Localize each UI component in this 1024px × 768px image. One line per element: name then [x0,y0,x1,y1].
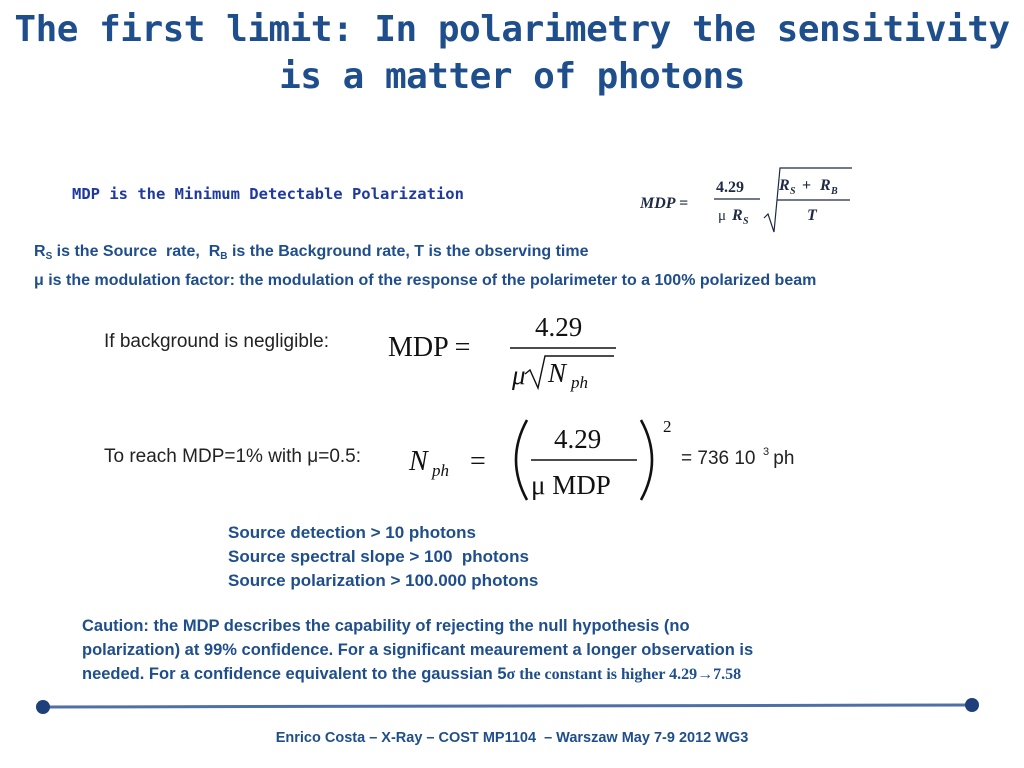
mdp-formula [640,162,870,242]
reach-formula-denominator: μ MDP [531,470,611,500]
footer-divider [30,696,990,718]
caution-line-3 [82,662,912,687]
bg-formula-sub: ph [571,373,588,392]
bg-negligible-formula [388,308,628,394]
mdp-formula-t: T [807,207,817,224]
caution-note [82,614,912,687]
rs-symbol: R [34,243,46,260]
reach-formula-n: N [409,446,428,477]
bg-formula-n: N [548,358,567,388]
symbol-definitions [34,240,816,293]
rb-text: is the Background rate, T is the observing time [227,243,589,260]
slide-title [0,6,1024,100]
rb-subscript: B [220,251,228,262]
mdp-formula-sqrt-rb: R [820,177,831,194]
reach-mdp-label: To reach MDP=1% with μ=0.5: [104,446,362,467]
caution-line-3-serif: σ the constant is higher 4.29→7.58 [506,666,742,683]
rs-subscript: S [45,251,53,262]
bg-negligible-label: If background is negligible: [104,331,329,352]
reach-formula-result: = 736 10 [681,448,756,469]
mdp-formula-rs: R [732,207,743,224]
mdp-formula-sqrt-rb-sub: B [831,186,838,197]
rb-symbol: R [208,243,221,260]
rates-definition [34,240,816,269]
mu-definition: μ is the modulation factor: the modulation of the response of the polarimeter to a 100% polarized beam [34,272,817,289]
caution-line-2: polarization) at 99% confidence. For a significant meaurement a longer observation is [82,641,754,659]
reach-formula-result-suffix: ph [768,448,795,469]
reach-formula-exponent: 2 [663,417,672,436]
divider-left-dot [36,700,50,714]
mdp-formula-sqrt-rs: R [779,177,790,194]
reach-formula-sub: ph [432,461,449,480]
reach-formula-eq: = [470,446,486,477]
rs-text: is the Source rate, [52,243,209,260]
mdp-formula-mu: μ [718,208,727,224]
mdp-formula-lhs: MDP = [640,195,689,212]
mdp-formula-sqrt-rs-sub: S [790,186,796,197]
list-item: Source spectral slope > 100 photons [228,547,529,566]
reach-formula-numerator: 4.29 [554,424,602,454]
slide-title-line-1: The first limit: In polarimetry the sensitivity [14,9,1010,50]
reach-mdp-formula [405,412,805,508]
list-item: Source polarization > 100.000 photons [228,571,539,590]
slide-title-line-2: is a matter of photons [279,56,745,97]
photon-requirements-list [228,521,538,593]
bg-formula-numerator: 4.29 [535,312,583,342]
mdp-formula-rs-sub: S [743,216,749,227]
mdp-definition: MDP is the Minimum Detectable Polarization [72,185,464,203]
slide-footer: Enrico Costa – X-Ray – COST MP1104 – Warszaw May 7-9 2012 WG3 [275,730,749,746]
reach-formula-result-exp: 3 [763,446,770,458]
list-item: Source detection > 10 photons [228,523,476,542]
bg-formula-mu: μ [512,360,526,390]
caution-line-3-text: needed. For a confidence equivalent to the gaussian 5 [82,665,507,683]
caution-line-1: Caution: the MDP describes the capability of rejecting the null hypothesis (no [82,617,690,635]
divider-right-dot [965,698,979,712]
mdp-formula-numerator: 4.29 [716,179,744,196]
bg-formula-lhs: MDP = [388,332,471,363]
mdp-formula-plus: + [802,177,812,194]
